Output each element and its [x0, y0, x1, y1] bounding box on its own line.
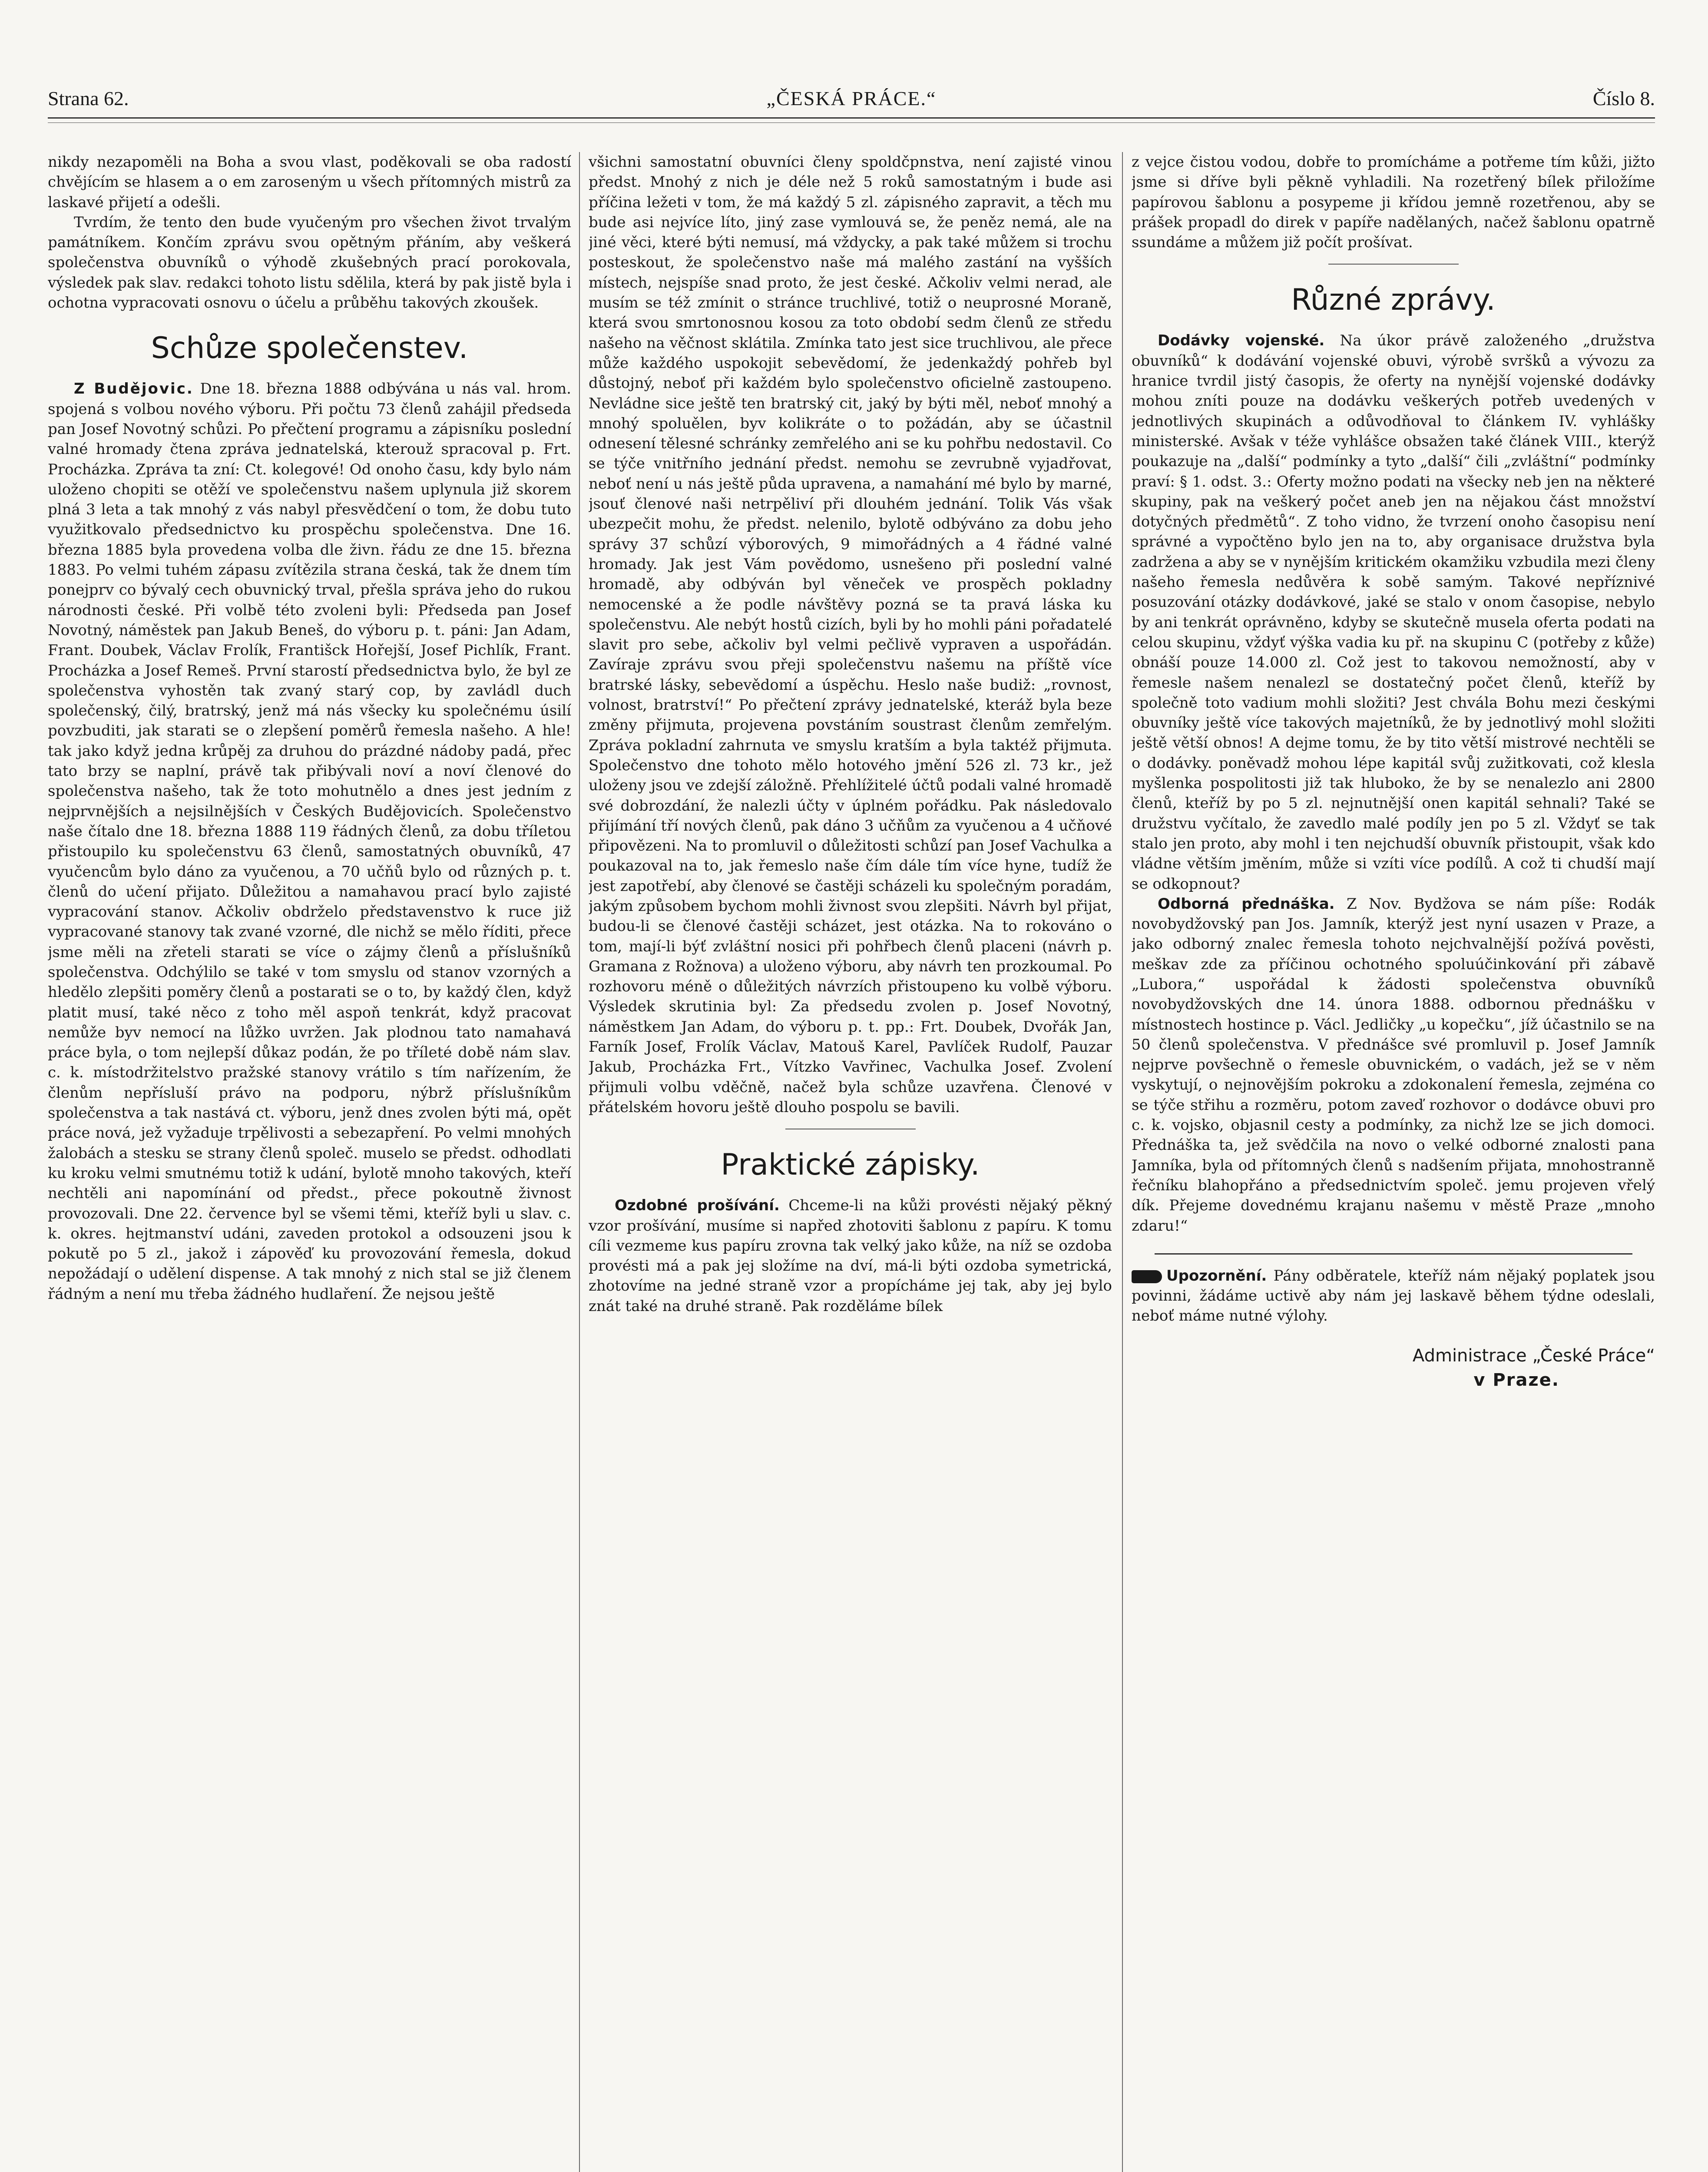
article-paragraph	[1132, 894, 1655, 1236]
divider	[1328, 264, 1459, 265]
page-number: Strana 62.	[48, 87, 129, 109]
article-lead: Odborná přednáška.	[1158, 895, 1335, 913]
administration-signature	[1132, 1344, 1655, 1392]
header-rule	[48, 117, 1655, 119]
page-header	[48, 87, 1655, 126]
section-title: Různé zprávy.	[1291, 283, 1496, 318]
masthead-title: „ČESKÁ PRÁCE.“	[766, 87, 937, 109]
article-paragraph	[589, 1195, 1112, 1316]
divider	[1155, 1253, 1632, 1255]
article-lead: Dodávky vojenské.	[1158, 332, 1325, 350]
paragraph: všichni samostatní obuvníci členy spoldčpnstva, není zajisté vinou předst. Mnohý z nich je déle než 5 roků samostatným i bude asi příčina ležeti v tom, že má každý 5 zl. zápisného zapravit, a těch mu bude asi nejvíce líto, jiný zase vymlouvá se, že peněz nemá, ale na jiné věci, které býti nemusí, má vždycky, a pak také můžem si trochu posteskout, že společenstvo naše má malého zastání na vyšších místech, nejspíše snad proto, že jest české. Ačkoliv velmi nerad, ale musím se též zmínit o stránce truchlivé, totiž o neuprosné Moraně, která svou smrtonosnou kosou za toto období sedm členů ze středu našeho na věčnost sklátila. Zmínka tato jest sice truchlivou, ale přece může každého uspokojit sebevědomí, že jedenkaždý pohřeb byl důstojný, neboť při každém bylo společenstvo oficielně zastoupeno. Nevládne sice ještě ten bratrský cit, jaký by býti měl, neboť mnohý a mnohý spoluělen, byv kolikráte o to požádán, aby se účastnil odnesení tělesné schránky zemřelého ani se ku pohřbu nedostavil. Co se týče vnitřního jednání předst. nemohu se zevrubně vyjadřovat, neboť není u nás ještě půda upravena, a namahání mé bylo by marné, jsouť členové naši netrpěliví při dlouhém jednání. Tolik Vás však ubezpečit mohu, že předst. nelenilo, bylotě odbýváno za dobu jeho správy 37 schůzí výborových, 9 mimořádných a 4 řádné valné hromady. Jak jest Vám povědomo, usnešeno při poslední valné hromadě, aby odbýván byl věneček ve prospěch pokladny nemocenské a že podle návštěvy pozná se ta pravá láska ku společenstvu. Ale nebýt hostů cizích, byli by ho mohli páni pořadatelé slavit pro sebe, ačkoliv byl velmi pečlivě vypraven a uspořádán. Zavíraje zprávu svou přeji společenstvu našemu na příště více bratrské lásky, sebevědomí a úspěchu. Heslo naše budiž: „rovnost, volnost, bratrství!“ Po přečtení zprávy jednatelské, kteráž byla beze změny přijmuta, projevena povstáním soustrast členům zemřelým. Zpráva pokladní zahrnuta ve smyslu kratším a byla taktéž přijmuta. Společenstvo dne tohoto mělo hotového jmění 526 zl. 73 kr., jež uloženy jsou ve zdejší záložně. Přehlížitelé účtů podali valné hromadě své dobrozdání, že nalezli účty v úplném pořádku. Pak následovalo přijímání tří nových členů, pak dáno 3 učňům za vyučenou a 4 učňové připovězeni. Na to promluvil o důležitosti schůzí pan Josef Vachulka a poukazoval na to, jak řemeslo naše čím dále tím více hyne, tudíž že jest zapotřebí, aby členové se častěji scházeli ku společným poradám, jakým způsobem bychom mohli živnost svou zlepšiti. Návrh byl přijat, budou-li se členové častěji scházet, jest otázka. Na to rokováno o tom, mají-li býť zvláštní nosici při pohřbech členů placeni (návrh p. Gramana z Rožnova) a uloženo výboru, aby návrh ten prozkoumal. Po rozhovoru méně o důležitých návrzích přistoupeno ku volbě výboru. Výsledek skrutinia byl: Za předsedu zvolen p. Josef Novotný, náměstkem Jan Adam, do výboru p. t. pp.: Frt. Doubek, Dvořák Jan, Farník Josef, Frolík Václav, Matouš Karel, Pavlíček Rudolf, Pauzar Jakub, Procházka Frt., Vítzko Vavřinec, Vachulka Josef. Zvolení přijmuli volbu vděčně, načež byla schůze uzavřena. Členové v přátelském hovoru ještě dlouho pospolu se bavili.	[589, 153, 1112, 1116]
column-2	[589, 152, 1112, 2172]
article-text: Z Nov. Bydžova se nám píše: Rodák novobydžovský pan Jos. Jamník, kterýž jest nyní usazen v Praze, a jako odborný znalec řemesla tohoto nejchvalnější požívá pověsti, meškav zde za příčinou ochotného spoluúčinkování při zábavě „Lubora,“ uspořádal k žádosti společenstva obuvníků novobydžovských dne 14. února 1888. odbornou přednášku v místnostech hostince p. Václ. Jedličky „u kopečku“, jíž účastnilo se na 50 členů společenstva. V přednášce své promluvil p. Josef Jamník nejprve povšechně o řemesle obuvnickém, o vadách, jež se v něm vyskytují, o nejnovějším pokroku a zdokonalení řemesla, zejména co se týče střihu a rozměru, potom zaveď rozhovor o dodávce obuvi pro c. k. vojsko, objasnil cesty a podmínky, za nichž lze se jich domoci. Přednáška ta, jež svědčila na novo o velké odborné znalosti pana Jamníka, byla od přítomných členů s nadšením přijata, mnohostranně řečníku blahopřáno a předsednictvím společ. jemu projeven vřelý dík. Přejeme dovednému krajanu našemu v městě Praze „mnoho zdaru!“	[1132, 895, 1655, 1235]
section-title: Schůze společenstev.	[151, 331, 468, 366]
pointing-hand-icon	[1132, 1270, 1162, 1283]
issue-number: Číslo 8.	[1592, 87, 1655, 109]
paragraph: Tvrdím, že tento den bude vyučeným pro všechen život trvalým památníkem. Končím zprávu svou opětným přáním, aby veškerá společenstva obuvníků o výhodě zkušebných prací porokovala, výsledek pak slav. redakci tohoto listu sdělila, která by pak jistě byla i ochotna vypracovati osnovu o účelu a průběhu takových zkoušek.	[48, 213, 571, 312]
article-lead: Ozdobné prošívání.	[615, 1197, 780, 1215]
admin-location: v Praze.	[1473, 1370, 1559, 1390]
paragraph: z vejce čistou vodou, dobře to promícháme a potřeme tím kůži, jižto jsme si dříve byli pěkně vyhladili. Na rozetřený bílek přiložíme papírovou šablonu a posypeme ji křídou jemně rozetřenou, aby se prášek propadl do direk v papíře nadělaných, načež šablonu opatrně ssundáme a můžem již počít prošívat.	[1132, 153, 1655, 252]
article-paragraph	[48, 379, 571, 1304]
article-text: Na úkor právě založeného „družstva obuvníků“ k dodávání vojenské obuvi, výrobě svršků a vývozu za hranice tvrdil jistý časopis, že oferty na nynější vojenské dodávky mohou zníti pouze na dodávku veškerých potřeb uvedených v jednotlivých skupinách a odůvodňoval to článkem IV. vyhlášky ministerské. Avšak v téže vyhlášce obsažen také článek VIII., kterýž poukazuje na „další“ podmínky a tyto „další“ čili „zvláštní“ podmínky praví: § 1. odst. 3.: Oferty možno podati na všecky neb jen na některé skupiny, pak na veškerý počet aneb jen na nějakou část množství dotyčných předmětů“. Z toho vidno, že tvrzení onoho časopisu není správné a vypočtěno bylo jen na to, aby organisace družstva byla zadržena a aby se v nynějším kritickém okamžiku vzbudila mezi členy našeho řemesla nedůvěra k sobě samým. Takové nepříznivé posuzování otázky dodávkové, jaké se stalo v onom časopise, nebylo by ani tenkrát oprávněno, kdyby se skutečně musela oferta podati na celou skupinu, vždyť výška vadia ku př. na skupinu C (potřeby z kůže) obnáší pouze 14.000 zl. Což jest to takovou nemožností, aby v řemesle našem nenalezl se dostatečný počet členů, kteříž by společně toto vadium mohli složiti? Jest chvála Bohu mezi českými obuvníky ještě více takových majetníků, že by jednotlivý mohl složiti ještě větší obnos! A dejme tomu, že by tito větší mistrové nechtěli se o dodávky. poněvadž mohou lépe kapitál svůj zužitkovati, což klesla myšlenka pospolitosti již tak hluboko, že by se nenalezlo ani 2800 členů, kteříž by po 5 zl. nejnutnější onen kapitál sehnali? Také se družstvu vyčítalo, že zavedlo malé podíly jen po 5 zl. Vždyť se tak stalo jen proto, aby mohl i ten nejchudší obuvník přistoupit, však kdo vládne větším jměním, může si vzíti více podílů. A což ti chudší mají se odkopnout?	[1132, 332, 1655, 893]
paragraph: nikdy nezapoměli na Boha a svou vlast, poděkovali se oba radostí chvějícím se hlasem a o em zaroseným u všech přítomných mistrů za laskavé přijetí a odešli.	[48, 153, 571, 211]
notice-text: Pány odběratele, kteříž nám nějaký poplatek jsou povinni, žádáme uctivě aby nám jej laskavě během týdne odeslali, neboť máme nutné výlohy.	[1132, 1267, 1655, 1325]
section-title: Praktické zápisky.	[721, 1148, 980, 1182]
column-divider	[579, 152, 580, 2172]
notice-lead: Upozornění.	[1166, 1267, 1267, 1285]
article-lead: Z Budějovic.	[74, 380, 194, 398]
article-text: Dne 18. března 1888 odbývána u nás val. hrom. spojená s volbou nového výboru. Při počtu 73 členů zahájil předseda pan Josef Novotný schůzi. Po přečtení programu a zápisníku poslední valné hromady čtena zpráva jednatelská, kterouž spracoval p. Frt. Procházka. Zpráva ta zní: Ct. kolegové! Od onoho času, kdy bylo nám uloženo chopiti se otěží ve společenstvu našem uplynula již skorem plná 3 leta a tak mnohý z vás nabyl přesvědčení o tom, že dobu tuto využitkovalo předsednictvo ku prospěchu společenstva. Dne 16. března 1885 byla provedena volba dle živn. řádu ze dne 15. března 1883. Po velmi tuhém zápasu zvítězila strana česká, tak že dnem tím ponejprv co bývalý cech obuvnický trval, přešla správa jeho do rukou národnosti české. Při volbě této zvoleni byli: Předseda pan Josef Novotný, náměstek pan Jakub Beneš, do výboru p. t. páni: Jan Adam, Frant. Doubek, Václav Frolík, Františck Hořejší, Josef Pichlík, Frant. Procházka a Josef Remeš. První starostí předsednictva bylo, že byl ze společenstva vyhostěn tak zvaný starý cop, by zavládl duch společenský, čilý, bratrský, jenž má nás všecky ku společnému úsilí povzbuditi, jak starati se o zlepšení poměrů řemesla našeho. A hle! tak jako když jedna krůpěj za druhou do prázdné nádoby padá, přec tato brzy se naplní, právě tak přibývali noví a noví členové do společenstva našeho, tak že toto mohutnělo a dnes jest jedním z nejprvnějších a nejsilnějších v Českých Budějovicích. Společenstvo naše čítalo dne 18. března 1888 119 řádných členů, za dobu tříletou přistoupilo ku společenstvu 63 členů, samostatných obuvníků, 47 vyučencům bylo dáno za vyučenou, a 70 učňů bylo od různých p. t. členů do učení přijato. Důležitou a namahavou prací bylo zajisté vypracování stanov. Ačkoliv obdrželo představenstvo k ruce již vypracované stanovy tak zvané vzorné, dle nichž se mělo říditi, přece jsme měli na zřeteli starati se více o zájmy členů a příslušníků společenstva. Odchýlilo se také v tom smyslu od stanov vzorných a hledělo zlepšiti poměry členů a postarati se o to, by každý člen, když platit musí, také něco z toho měl aspoň tenkrát, když pracovat nemůže byv nemocí na lůžko uvržen. Jak plodnou tato namahavá práce byla, o tom nejlepší důkaz podán, že po tříleté době nám slav. c. k. místodržitelstvo pražské stanovy vrátilo s tím nařízením, že členům nepřísluší právo na podporu, nýbrž příslušníkům společenstva a tak nastává ct. výboru, jenž dnes zvolen býti má, opět práce nová, jež vyžaduje trpělivosti a sebezapření. Po velmi mnohých žalobách a stesku se strany členů společ. muselo se předst. odhodlati ku kroku velmi smutnému totiž k udání, bylotě mnoho takových, kteří nechtěli ani napomínání od předst., přece pokoutně živnost provozovali. Dne 22. července byl se všemi těmi, kteříž byli u slav. c. k. okres. hejtmanství udáni, zaveden protokol a odsouzeni jsou k pokutě po 5 zl., jakož i zápověď ku provozování řemesla, dokud nepožádají o udělení dispense. A tak mnohý z nich stal se již členem řádným a není mu třeba žádného hudlaření. Že nejsou ještě	[48, 380, 571, 1303]
article-text: Chceme-li na kůži provésti nějaký pěkný vzor prošívání, musíme si napřed zhotoviti šablonu z papíru. K tomu cíli vezmeme kus papíru zrovna tak velký jako kůže, na níž se ozdoba provésti má a pak jej složíme na dví, má-li býti ozdoba symetrická, zhotovíme na jedné straně vzor a propícháme jej tak, aby jej bylo znát také na druhé straně. Pak rozděláme bílek	[589, 1197, 1112, 1315]
article-paragraph	[1132, 331, 1655, 894]
notice-paragraph	[1132, 1266, 1655, 1326]
column-1	[48, 152, 571, 2172]
column-3	[1132, 152, 1655, 2172]
column-divider	[1122, 152, 1123, 2172]
admin-name: Administrace „České Práce“	[1412, 1345, 1655, 1366]
